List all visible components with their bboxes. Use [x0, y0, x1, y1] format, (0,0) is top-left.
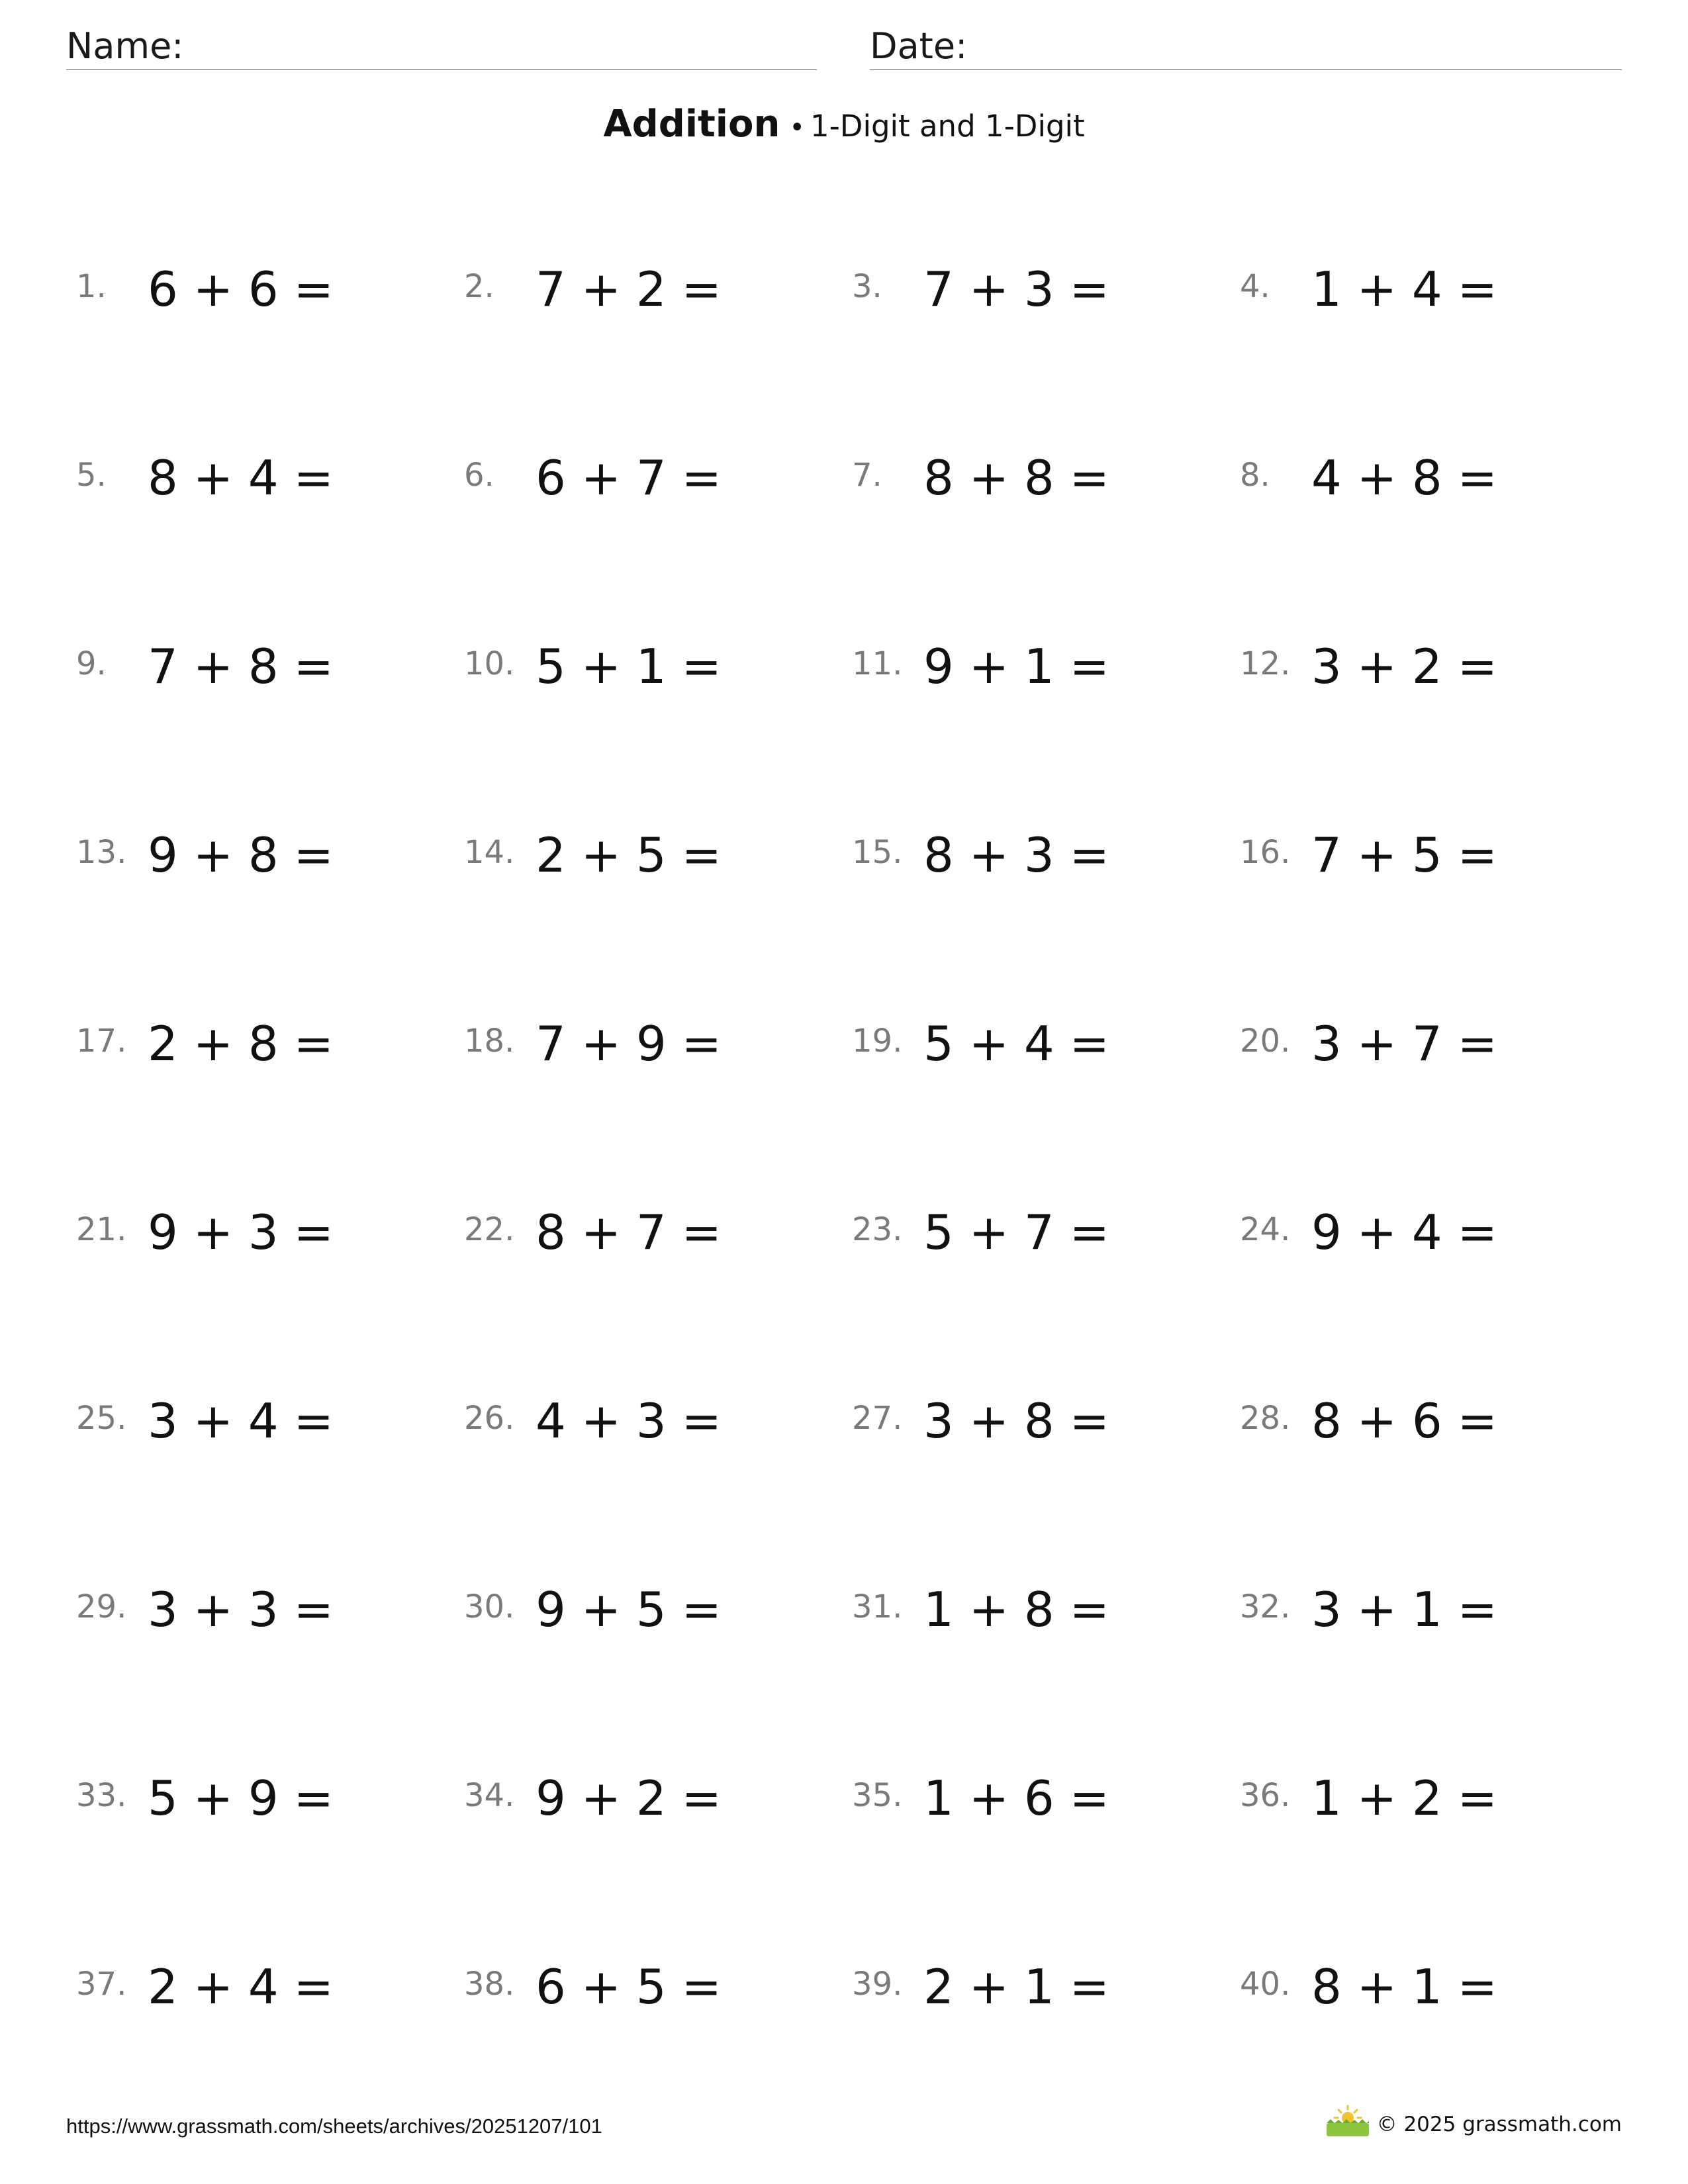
problem-expression: 9 + 8 = — [148, 827, 334, 883]
problem-expression: 9 + 5 = — [536, 1582, 722, 1637]
problem-number: 23. — [852, 1211, 903, 1248]
problem-number: 37. — [76, 1966, 127, 2003]
problem-item — [76, 1393, 464, 1582]
name-label: Name: — [66, 25, 184, 67]
problem-number: 11. — [852, 645, 903, 682]
problem-number: 33. — [76, 1777, 127, 1814]
problem-expression: 5 + 7 = — [923, 1205, 1109, 1260]
problem-expression: 3 + 3 = — [148, 1582, 334, 1637]
title-subtitle: 1-Digit and 1-Digit — [810, 109, 1085, 144]
problem-item — [76, 1770, 464, 1959]
problem-item — [76, 639, 464, 827]
problem-number: 21. — [76, 1211, 127, 1248]
problem-item — [464, 450, 852, 639]
problem-number: 39. — [852, 1966, 903, 2003]
problem-expression: 1 + 4 = — [1311, 261, 1497, 317]
problem-item — [76, 1582, 464, 1770]
problem-expression: 3 + 2 = — [1311, 639, 1497, 694]
problem-number: 3. — [852, 268, 882, 305]
problem-expression: 7 + 2 = — [536, 261, 722, 317]
problem-number: 5. — [76, 457, 107, 494]
problem-number: 7. — [852, 457, 882, 494]
problem-expression: 2 + 5 = — [536, 827, 722, 883]
problem-expression: 8 + 7 = — [536, 1205, 722, 1260]
problem-number: 14. — [464, 834, 515, 871]
problem-expression: 7 + 9 = — [536, 1016, 722, 1071]
problem-item — [1240, 450, 1628, 639]
problem-item — [1240, 261, 1628, 450]
problem-item — [464, 1770, 852, 1959]
problem-item — [76, 827, 464, 1016]
problem-item — [852, 827, 1240, 1016]
problem-expression: 2 + 4 = — [148, 1959, 334, 2015]
problem-expression: 8 + 1 = — [1311, 1959, 1497, 2015]
name-field[interactable] — [66, 24, 817, 70]
problem-number: 12. — [1240, 645, 1291, 682]
problem-expression: 5 + 1 = — [536, 639, 722, 694]
problem-number: 17. — [76, 1023, 127, 1060]
problem-item — [464, 1582, 852, 1770]
problem-expression: 9 + 3 = — [148, 1205, 334, 1260]
problem-expression: 4 + 8 = — [1311, 450, 1497, 506]
problem-number: 18. — [464, 1023, 515, 1060]
problem-expression: 8 + 3 = — [923, 827, 1109, 883]
problem-number: 8. — [1240, 457, 1270, 494]
grass-sun-logo-icon — [1324, 2103, 1372, 2138]
problem-item — [852, 1582, 1240, 1770]
problem-number: 4. — [1240, 268, 1270, 305]
problem-item — [464, 827, 852, 1016]
problem-item — [852, 261, 1240, 450]
problem-item — [464, 261, 852, 450]
problem-number: 35. — [852, 1777, 903, 1814]
problem-item — [76, 450, 464, 639]
problem-item — [464, 1393, 852, 1582]
problem-number: 26. — [464, 1400, 515, 1437]
problem-expression: 1 + 8 = — [923, 1582, 1109, 1637]
problem-item — [1240, 1582, 1628, 1770]
problem-expression: 6 + 6 = — [148, 261, 334, 317]
problem-item — [852, 450, 1240, 639]
problem-expression: 2 + 8 = — [148, 1016, 334, 1071]
problem-number: 20. — [1240, 1023, 1291, 1060]
problem-item — [464, 1016, 852, 1205]
problem-number: 34. — [464, 1777, 515, 1814]
problem-number: 24. — [1240, 1211, 1291, 1248]
problem-expression: 3 + 4 = — [148, 1393, 334, 1449]
problem-number: 27. — [852, 1400, 903, 1437]
problem-number: 2. — [464, 268, 494, 305]
problem-item — [852, 1205, 1240, 1393]
problem-number: 38. — [464, 1966, 515, 2003]
problem-item — [464, 639, 852, 827]
title-separator: • — [789, 113, 805, 143]
problem-number: 29. — [76, 1588, 127, 1625]
problem-number: 28. — [1240, 1400, 1291, 1437]
problem-expression: 8 + 8 = — [923, 450, 1109, 506]
date-field[interactable] — [870, 24, 1622, 70]
problem-item — [852, 1770, 1240, 1959]
problem-item — [1240, 827, 1628, 1016]
date-label: Date: — [870, 25, 968, 67]
problem-number: 32. — [1240, 1588, 1291, 1625]
problem-item — [1240, 639, 1628, 827]
problem-item — [464, 1205, 852, 1393]
problem-expression: 2 + 1 = — [923, 1959, 1109, 2015]
problem-number: 36. — [1240, 1777, 1291, 1814]
problem-expression: 7 + 3 = — [923, 261, 1109, 317]
problem-item — [1240, 1770, 1628, 1959]
title-main: Addition — [603, 103, 780, 146]
problem-expression: 9 + 2 = — [536, 1770, 722, 1826]
problem-number: 9. — [76, 645, 107, 682]
problem-item — [1240, 1016, 1628, 1205]
problem-number: 31. — [852, 1588, 903, 1625]
problem-item — [852, 1016, 1240, 1205]
problem-expression: 8 + 4 = — [148, 450, 334, 506]
problem-number: 25. — [76, 1400, 127, 1437]
problem-number: 19. — [852, 1023, 903, 1060]
problem-item — [76, 1016, 464, 1205]
worksheet-title — [0, 103, 1688, 146]
problem-number: 30. — [464, 1588, 515, 1625]
problem-item — [852, 1393, 1240, 1582]
problem-expression: 3 + 8 = — [923, 1393, 1109, 1449]
problem-expression: 3 + 7 = — [1311, 1016, 1497, 1071]
problem-grid — [76, 261, 1599, 2148]
problem-number: 15. — [852, 834, 903, 871]
problem-expression: 8 + 6 = — [1311, 1393, 1497, 1449]
problem-expression: 7 + 8 = — [148, 639, 334, 694]
problem-expression: 1 + 6 = — [923, 1770, 1109, 1826]
problem-expression: 3 + 1 = — [1311, 1582, 1497, 1637]
problem-item — [1240, 1205, 1628, 1393]
problem-item — [852, 1959, 1240, 2148]
problem-number: 22. — [464, 1211, 515, 1248]
footer-url: https://www.grassmath.com/sheets/archives/20251207/101 — [66, 2115, 602, 2138]
problem-number: 40. — [1240, 1966, 1291, 2003]
problem-expression: 7 + 5 = — [1311, 827, 1497, 883]
footer-copyright: © 2025 grassmath.com — [1376, 2113, 1622, 2136]
problem-expression: 5 + 4 = — [923, 1016, 1109, 1071]
problem-expression: 9 + 4 = — [1311, 1205, 1497, 1260]
problem-number: 6. — [464, 457, 494, 494]
problem-number: 10. — [464, 645, 515, 682]
problem-item — [1240, 1393, 1628, 1582]
problem-expression: 4 + 3 = — [536, 1393, 722, 1449]
problem-item — [852, 639, 1240, 827]
problem-expression: 6 + 7 = — [536, 450, 722, 506]
problem-expression: 6 + 5 = — [536, 1959, 722, 2015]
problem-item — [76, 261, 464, 450]
problem-item — [76, 1205, 464, 1393]
problem-expression: 1 + 2 = — [1311, 1770, 1497, 1826]
problem-expression: 5 + 9 = — [148, 1770, 334, 1826]
problem-number: 16. — [1240, 834, 1291, 871]
problem-number: 13. — [76, 834, 127, 871]
problem-expression: 9 + 1 = — [923, 639, 1109, 694]
problem-number: 1. — [76, 268, 107, 305]
